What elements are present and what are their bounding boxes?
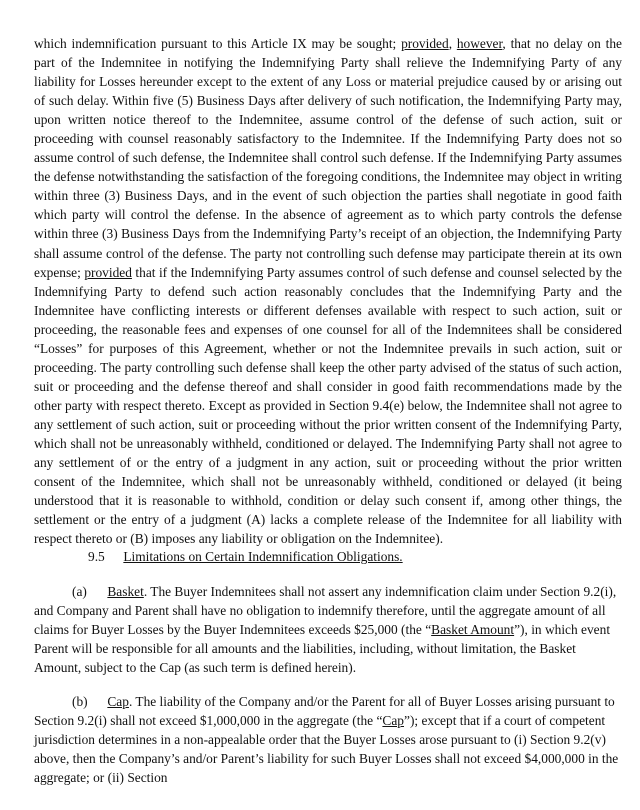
subsection-text: . The Buyer Indemnitees shall not assert any indemnification claim under Section 9.2(i), and Company and Parent shall have no obligation to indemnify therefore, until the aggregate amount of all claims for Buyer Losses by the Buyer Indemnitees exceeds $25,000 (the “ — [34, 584, 617, 638]
paragraph-text: that if the Indemnifying Party assumes control of such defense and counsel selected by the Indemnifying Party to defend such action reasonably concludes that the Indemnifying Party and the Indemnitee have conflicting interests or different defenses available with respect to such action, suit or proceeding, the reasonable fees and expenses of one counsel for all of the Indemnitees shall be considered “Losses” for purposes of this Agreement, whether or not the Indemnitee prevails in such action, suit or proceeding. The party controlling such defense shall keep the other party advised of the status of such action, suit or proceeding and the defense thereof and shall consider in good faith recommendations made by the other party with respect thereto. Except as provided in Section 9.4(e) below, the Indemnitee shall not agree to any settlement of such action, suit or proceeding without the prior written consent of the Indemnifying Party, which shall not be unreasonably withheld, conditioned or delayed. The Indemnifying Party shall not agree to any settlement of or the entry of a judgment in any action, suit or proceeding without the prior written consent of the Indemnitee, which shall not be unreasonably withheld, conditioned or delayed (it being understood that it is reasonable to withhold, condition or delay such consent if, among other things, the settlement or the entry of a judgment (A) lacks a complete release of the Indemnitee for all liability with respect thereto or (B) imposes any liability or obligation on the Indemnitee). — [34, 264, 623, 547]
paragraph-text: , that no delay on the part of the Indemnitee in notifying the Indemnifying Party shall relieve the Indemnifying Party of any liability for Losses hereunder except to the extent of any Loss or material prejudice caused by or arising out of such delay. Within five (5) Business Days after delivery of such notification, the Indemnifying Party may, upon written notice thereof to the Indemnitee, assume control of the defense of such action, suit or proceeding with counsel reasonably satisfactory to the Indemnitee. If the Indemnifying Party does not so assume control of such defense, the Indemnitee shall control such defense. If the Indemnifying Party assumes the defense notwithstanding the satisfaction of the foregoing conditions, the Indemnitee may object in writing within three (3) Business Days, and in the event of such objection the parties shall negotiate in good faith which party will control the defense. In the absence of agreement as to which party controls the defense within three (3) Business Days from the Indemnifying Party’s receipt of an objection, the Indemnifying Party shall assume control of the defense. The party not controlling such defense may participate therein at its own expense; — [34, 36, 622, 280]
subsection-body — [34, 582, 622, 677]
section-heading — [88, 547, 403, 566]
subsection-body — [34, 692, 622, 787]
defined-term: Cap — [382, 713, 404, 729]
subsection-heading: Basket — [107, 584, 144, 599]
subsection-label: (b) — [72, 694, 88, 709]
subsection-basket — [34, 582, 622, 677]
subsection-cap — [34, 692, 622, 787]
subsection-heading: Cap — [107, 694, 129, 709]
paragraph-text: , — [448, 36, 457, 51]
section-number: 9.5 — [88, 549, 105, 564]
however-term: however — [456, 36, 503, 51]
indemnification-paragraph — [34, 34, 622, 548]
provided-term: provided — [401, 36, 449, 51]
subsection-text: ”), in which event Parent will be responsible for all amounts and the liabilities, including, without limitation, the Basket Amount, subject to the Cap (as such term is defined herein). — [34, 622, 611, 676]
subsection-text: . The liability of the Company and/or the Parent for all of Buyer Losses arising pursuant to Section 9.2(i) shall not exceed $1,000,000 in the aggregate (the “ — [34, 694, 615, 729]
paragraph-text: which indemnification pursuant to this Article IX may be sought; — [34, 36, 402, 51]
section-title: Limitations on Certain Indemnification Obligations. — [123, 549, 403, 564]
defined-term: Basket Amount — [431, 622, 515, 638]
subsection-label: (a) — [72, 584, 87, 599]
provided-term: provided — [84, 264, 132, 280]
subsection-text: ”); except that if a court of competent jurisdiction determines in a non-appealable order that the Buyer Losses arose pursuant to (i) Section 9.2(v) above, then the Company’s and/or Parent’s liability for such Buyer Losses shall not exceed $4,000,000 in the aggregate; or (ii) Section — [34, 713, 619, 786]
